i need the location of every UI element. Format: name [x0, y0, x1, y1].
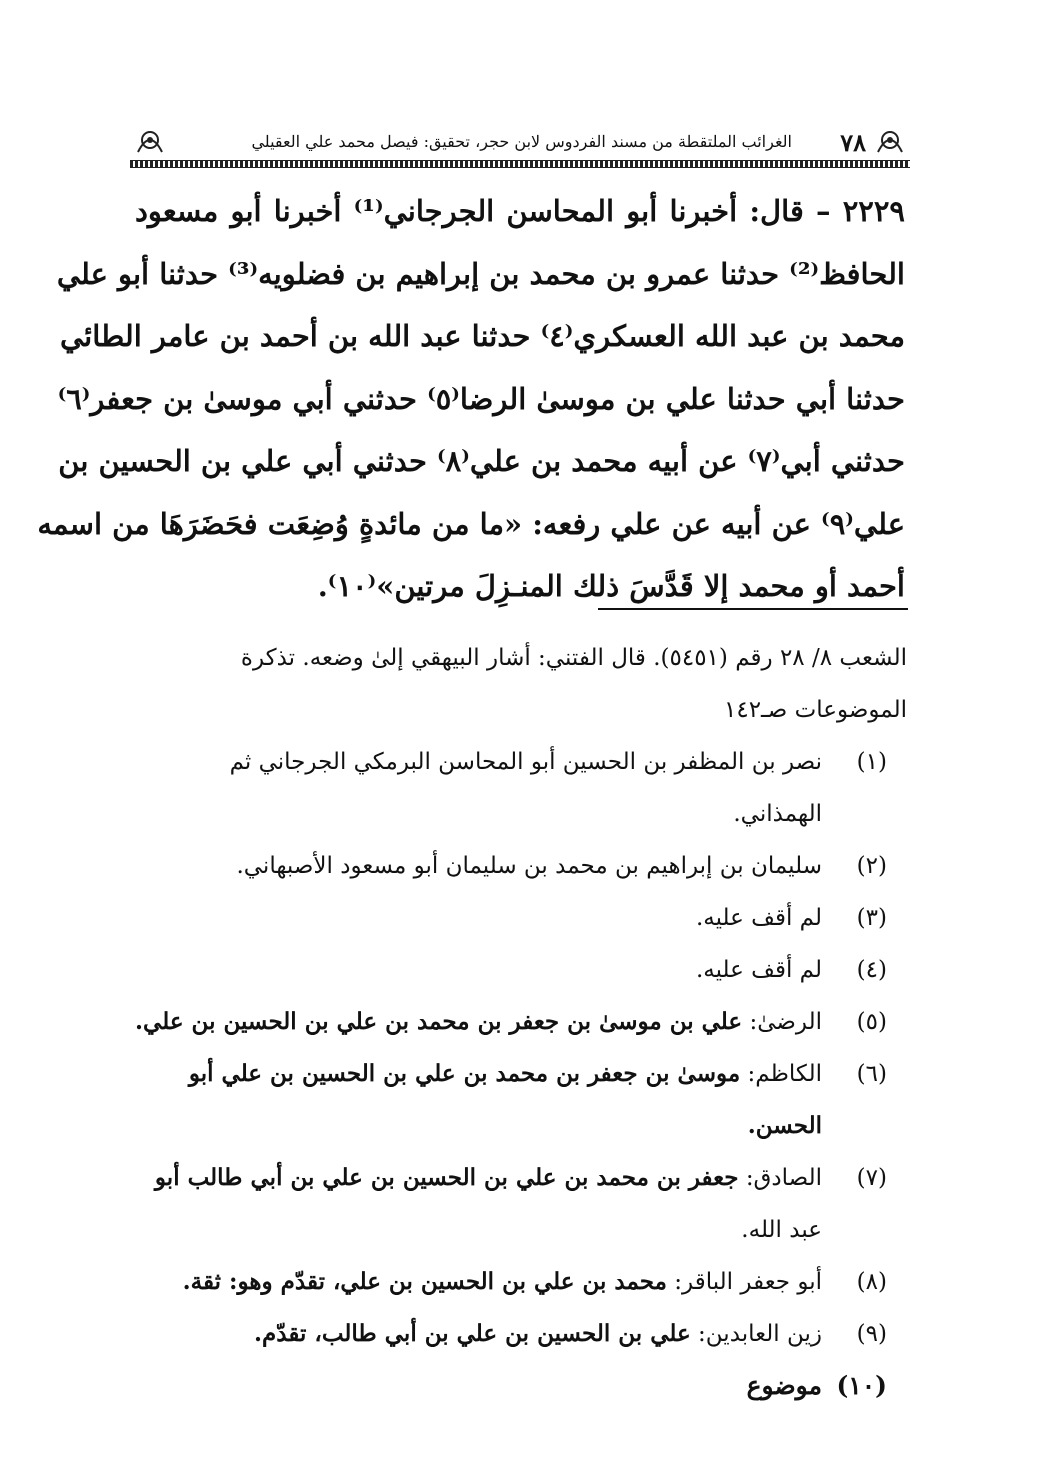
- footnote-number: (٨): [856, 1269, 887, 1295]
- footnote-body: عبد الله.: [741, 1217, 822, 1243]
- footnote-line: الموضوعات صـ١٤٢: [723, 697, 907, 723]
- footnote-intro: [135, 632, 907, 736]
- text-line: ٢٢٢٩ – قال: أخبرنا أبو المحاسن الجرجاني⁽¹⁾ أخبرنا أبو مسعود: [135, 194, 905, 228]
- footnote-text: [135, 1256, 822, 1308]
- footnote-item: [135, 944, 907, 996]
- footnote-item: [135, 1256, 907, 1308]
- text-line: محمد بن عبد الله العسكري⁽٤⁾ حدثنا عبد الله بن أحمد بن عامر الطائي: [59, 319, 905, 353]
- footnote-number: (٤): [856, 957, 887, 983]
- footnote-number: (١٠): [836, 1371, 887, 1400]
- footnote-number: (٩): [856, 1321, 887, 1347]
- footnote-text: سليمان بن إبراهيم بن محمد بن سليمان أبو مسعود الأصبهاني.: [236, 853, 822, 879]
- footnote-item: [135, 1048, 907, 1152]
- footnote-text: [135, 1152, 822, 1256]
- footnote-number: (٢): [856, 853, 887, 879]
- footnote-item: [135, 1360, 907, 1412]
- footnote-text: لم أقف عليه.: [695, 957, 822, 983]
- text-line: الحافظ⁽²⁾ حدثنا عمرو بن محمد بن إبراهيم بن فضلويه⁽³⁾ حدثنا أبو علي: [56, 256, 905, 291]
- text-line: علي⁽٩⁾ عن أبيه عن علي رفعه: «ما من مائدةٍ وُضِعَت فحَضَرَهَا من اسمه: [37, 506, 905, 541]
- header-rule: [130, 160, 910, 168]
- ornament-icon: [130, 122, 170, 162]
- footnote-item: [135, 840, 907, 892]
- hadith-text: [37, 180, 905, 618]
- footnote-number: (٦): [856, 1061, 887, 1087]
- footnote-text: [135, 1308, 822, 1360]
- ornament-icon: [870, 122, 910, 162]
- footnote-item: [135, 736, 907, 840]
- footnote-item: [135, 996, 907, 1048]
- footnote-label: الصادق:: [745, 1165, 822, 1191]
- footnote-separator: [598, 608, 908, 610]
- footnote-body: محمد بن علي بن الحسين بن علي، تقدّم وهو: ثقة.: [182, 1268, 667, 1295]
- footnote-label: أبو جعفر الباقر:: [674, 1269, 822, 1295]
- footnote-text: موضوع: [746, 1371, 822, 1400]
- footnote-body: علي بن موسىٰ بن جعفر بن محمد بن علي بن الحسين بن علي.: [135, 1008, 743, 1035]
- footnote-text: [135, 1048, 822, 1152]
- footnote-body: جعفر بن محمد بن علي بن الحسين بن علي بن أبي طالب أبو: [154, 1164, 739, 1191]
- text-line: حدثنا أبي حدثنا علي بن موسىٰ الرضا⁽٥⁾ حدثني أبي موسىٰ بن جعفر⁽٦⁾: [57, 381, 905, 416]
- text-line: حدثني أبي⁽٧⁾ عن أبيه محمد بن علي⁽٨⁾ حدثني أبي علي بن الحسين بن: [58, 444, 905, 478]
- page-header: [130, 122, 910, 168]
- footnote-item: [135, 1152, 907, 1256]
- footnotes: [135, 632, 907, 1412]
- footnote-line: الشعب ٨/ ٢٨ رقم (٥٤٥١). قال الفتني: أشار البيهقي إلىٰ وضعه. تذكرة: [240, 645, 907, 671]
- footnote-number: (٣): [856, 905, 887, 931]
- footnote-label: الرضىٰ:: [749, 1009, 822, 1035]
- footnote-text: لم أقف عليه.: [695, 905, 822, 931]
- footnote-text: [135, 996, 822, 1048]
- footnote-item: [135, 1308, 907, 1360]
- running-title: الغرائب الملتقطة من مسند الفردوس لابن حجر، تحقيق: فيصل محمد علي العقيلي: [251, 132, 792, 151]
- footnote-text: نصر بن المظفر بن الحسين أبو المحاسن البرمكي الجرجاني ثم الهمذاني.: [229, 749, 822, 827]
- text-line: أحمد أو محمد إلا قَدَّسَ ذلك المنـزِلَ مرتين»⁽١٠⁾.: [317, 569, 905, 603]
- footnote-number: (٧): [856, 1165, 887, 1191]
- footnote-item: [135, 892, 907, 944]
- footnote-body: علي بن الحسين بن علي بن أبي طالب، تقدّم.: [254, 1320, 691, 1347]
- footnote-number: (١): [856, 749, 887, 775]
- page-number: ٧٨: [840, 128, 866, 157]
- footnote-label: زين العابدين:: [698, 1321, 822, 1347]
- footnote-body: موسىٰ بن جعفر بن محمد بن علي بن الحسين بن علي أبو الحسن.: [188, 1060, 822, 1139]
- footnote-number: (٥): [856, 1009, 887, 1035]
- footnote-label: الكاظم:: [747, 1061, 822, 1087]
